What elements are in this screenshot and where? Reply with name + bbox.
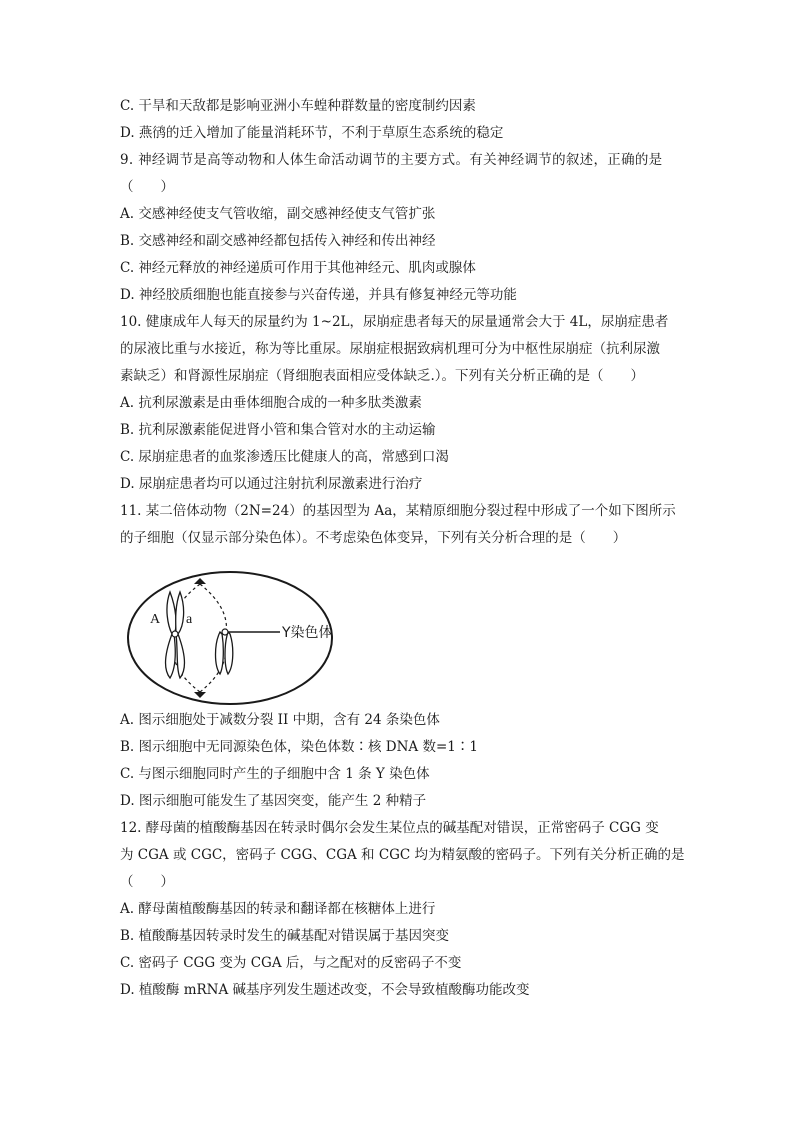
q9-stem: 9. 神经调节是高等动物和人体生命活动调节的主要方式。有关神经调节的叙述，正确的是 (120, 152, 663, 168)
centromere (172, 631, 178, 637)
centromere (222, 629, 228, 635)
q11-option-b: B. 图示细胞中无同源染色体，染色体数∶核 DNA 数=1∶1 (120, 739, 478, 755)
y-chromosome-label: Y染色体 (282, 625, 333, 641)
q11-stem-line-1: 11. 某二倍体动物（2N=24）的基因型为 Aa，某精原细胞分裂过程中形成了一个如下图所示 (120, 503, 676, 519)
q9-answer-blank: （ ） (120, 179, 174, 195)
gene-label-A: A (150, 612, 161, 627)
q9-option-d: D. 神经胶质细胞也能直接参与兴奋传递，并具有修复神经元等功能 (120, 287, 517, 303)
chromosome-with-gene-aa (166, 592, 185, 678)
cell-division-diagram (120, 568, 380, 708)
q9-option-c: C. 神经元释放的神经递质可作用于其他神经元、肌肉或腺体 (120, 260, 476, 276)
q10-stem-line-3: 素缺乏）和肾源性尿崩症（肾细胞表面相应受体缺乏.）。下列有关分析正确的是（ ） (120, 368, 645, 384)
q11-option-c: C. 与图示细胞同时产生的子细胞中含 1 条 Y 染色体 (120, 766, 430, 782)
q11-stem-line-2: 的子细胞（仅显示部分染色体）。不考虑染色体变异，下列有关分析合理的是（ ） (120, 530, 627, 546)
q12-option-b: B. 植酸酶基因转录时发生的碱基配对错误属于基因突变 (120, 928, 450, 944)
q12-stem-line-1: 12. 酵母菌的植酸酶基因在转录时偶尔会发生某位点的碱基配对错误，正常密码子 CGG 变 (120, 820, 659, 836)
q12-option-a: A. 酵母菌植酸酶基因的转录和翻译都在核糖体上进行 (120, 901, 436, 917)
q8-option-d: D. 燕鸻的迁入增加了能量消耗环节，不利于草原生态系统的稳定 (120, 125, 504, 141)
q9-option-b: B. 交感神经和副交感神经都包括传入神经和传出神经 (120, 233, 436, 249)
q12-stem-line-2: 为 CGA 或 CGC，密码子 CGG、CGA 和 CGC 均为精氨酸的密码子。下列有关分析正确的是 (120, 847, 685, 863)
q12-option-d: D. 植酸酶 mRNA 碱基序列发生题述改变，不会导致植酸酶功能改变 (120, 982, 530, 998)
q10-stem-line-1: 10. 健康成年人每天的尿量约为 1~2L，尿崩症患者每天的尿量通常会大于 4L，尿崩症患者 (120, 314, 669, 330)
q12-option-c: C. 密码子 CGG 变为 CGA 后，与之配对的反密码子不变 (120, 955, 462, 971)
q11-option-a: A. 图示细胞处于减数分裂 II 中期，含有 24 条染色体 (120, 712, 440, 728)
gene-label-a: a (186, 612, 193, 627)
q12-answer-blank: （ ） (120, 874, 174, 890)
q10-stem-line-2: 的尿液比重与水接近，称为等比重尿。尿崩症根据致病机理可分为中枢性尿崩症（抗利尿激 (120, 341, 660, 357)
spindle-fiber (200, 584, 226, 634)
q9-option-a: A. 交感神经使支气管收缩，副交感神经使支气管扩张 (120, 206, 436, 222)
q11-option-d: D. 图示细胞可能发生了基因突变，能产生 2 种精子 (120, 793, 427, 809)
y-chromosome (216, 629, 233, 674)
spindle-pole-top (194, 578, 206, 584)
q10-option-d: D. 尿崩症患者均可以通过注射抗利尿激素进行治疗 (120, 476, 423, 492)
spindle-pole-bottom (194, 692, 206, 698)
q8-option-c: C. 干旱和天敌都是影响亚洲小车蝗种群数量的密度制约因素 (120, 98, 476, 114)
q10-option-a: A. 抗利尿激素是由垂体细胞合成的一种多肽类激素 (120, 395, 422, 411)
q10-option-c: C. 尿崩症患者的血浆渗透压比健康人的高，常感到口渴 (120, 449, 449, 465)
q10-option-b: B. 抗利尿激素能促进肾小管和集合管对水的主动运输 (120, 422, 436, 438)
